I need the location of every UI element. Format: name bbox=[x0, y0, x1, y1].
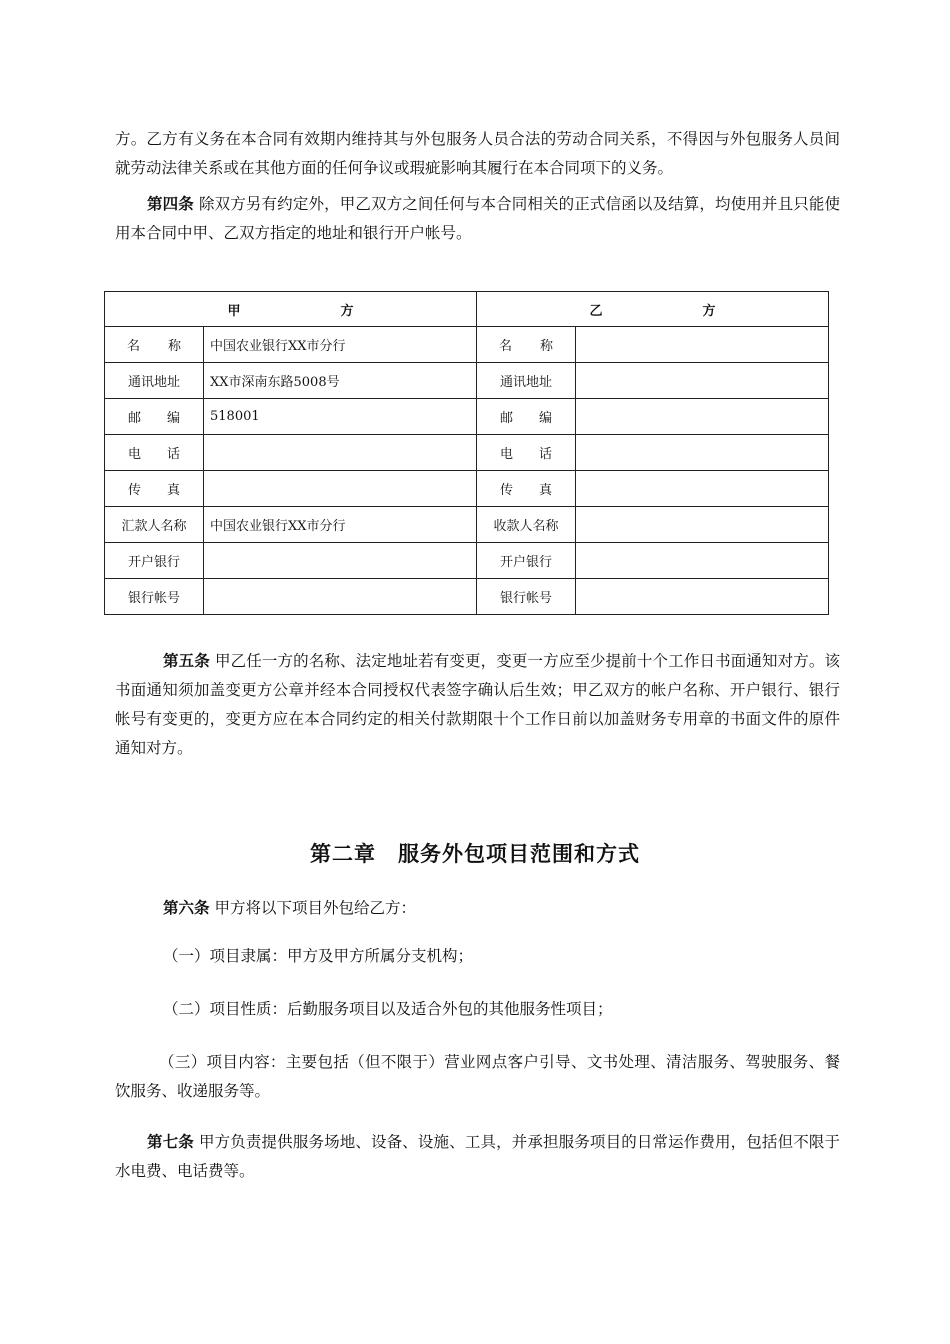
name-value-b bbox=[576, 327, 829, 363]
paragraph-continuation: 方。乙方有义务在本合同有效期内维持其与外包服务人员合法的劳动合同关系，不得因与外包服务人员间就劳动法律关系或在其他方面的任何争议或瑕疵影响其履行在本合同项下的义务。 bbox=[115, 130, 840, 177]
table-row bbox=[105, 399, 829, 435]
row-label-a: 电 话 bbox=[105, 435, 204, 471]
row-value-b bbox=[576, 363, 829, 399]
article-5-label: 第五条 bbox=[163, 651, 210, 670]
name-label-a-char2: 称 bbox=[168, 339, 182, 354]
article-7-label: 第七条 bbox=[147, 1132, 194, 1151]
table-row bbox=[105, 363, 829, 399]
article-5 bbox=[115, 646, 840, 763]
row-label-a: 开户银行 bbox=[105, 543, 204, 579]
name-label-b-char2: 称 bbox=[540, 339, 554, 354]
article-7 bbox=[115, 1127, 840, 1186]
article-6-item-1: （一）项目隶属：甲方及甲方所属分支机构； bbox=[163, 947, 474, 965]
row-value-a: XX市深南东路5008号 bbox=[204, 363, 477, 399]
article-4-text: 除双方另有约定外，甲乙双方之间任何与本合同相关的正式信函以及结算，均使用并且只能使用本合同中甲、乙双方指定的地址和银行开户帐号。 bbox=[115, 195, 840, 242]
table-header-row bbox=[105, 292, 829, 327]
row-label-b: 收款人名称 bbox=[477, 507, 576, 543]
name-label-a bbox=[105, 327, 204, 363]
row-value-a bbox=[204, 471, 477, 507]
row-value-a: 518001 bbox=[204, 399, 477, 435]
row-label-b: 传 真 bbox=[477, 471, 576, 507]
article-7-text: 甲方负责提供服务场地、设备、设施、工具，并承担服务项目的日常运作费用，包括但不限于水电费、电话费等。 bbox=[115, 1133, 840, 1180]
table-row bbox=[105, 507, 829, 543]
chapter-title: 第二章 服务外包项目范围和方式 bbox=[310, 841, 640, 866]
table-row bbox=[105, 579, 829, 615]
party-a-header-char2: 方 bbox=[340, 303, 354, 319]
row-value-b bbox=[576, 507, 829, 543]
row-label-b: 银行帐号 bbox=[477, 579, 576, 615]
row-label-a: 传 真 bbox=[105, 471, 204, 507]
party-b-header-char1: 乙 bbox=[589, 303, 603, 319]
name-label-b-char1: 名 bbox=[498, 339, 512, 354]
table-row bbox=[105, 471, 829, 507]
row-value-a bbox=[204, 579, 477, 615]
row-label-a: 汇款人名称 bbox=[105, 507, 204, 543]
row-value-a bbox=[204, 435, 477, 471]
row-label-a: 银行帐号 bbox=[105, 579, 204, 615]
row-label-b: 开户银行 bbox=[477, 543, 576, 579]
table-row bbox=[105, 327, 829, 363]
row-label-a: 邮 编 bbox=[105, 399, 204, 435]
name-value-a: 中国农业银行XX市分行 bbox=[204, 327, 477, 363]
article-6 bbox=[115, 893, 840, 923]
row-value-b bbox=[576, 579, 829, 615]
article-6-item-2: （二）项目性质：后勤服务项目以及适合外包的其他服务性项目； bbox=[163, 1000, 613, 1018]
article-6-text: 甲方将以下项目外包给乙方： bbox=[214, 899, 416, 917]
row-value-b bbox=[576, 435, 829, 471]
contact-table bbox=[104, 291, 829, 615]
article-6-item-3: （三）项目内容：主要包括（但不限于）营业网点客户引导、文书处理、清洁服务、驾驶服务、餐饮服务、收递服务等。 bbox=[115, 1053, 840, 1100]
row-value-a: 中国农业银行XX市分行 bbox=[204, 507, 477, 543]
article-5-text: 甲乙任一方的名称、法定地址若有变更，变更一方应至少提前十个工作日书面通知对方。该书面通知须加盖变更方公章并经本合同授权代表签字确认后生效；甲乙双方的帐户名称、开户银行、银行帐号有变更的，变更方应在本合同约定的相关付款期限十个工作日前以加盖财务专用章的书面文件的原件通知对方。 bbox=[115, 652, 840, 757]
table-row bbox=[105, 435, 829, 471]
row-label-b: 通讯地址 bbox=[477, 363, 576, 399]
name-label-b bbox=[477, 327, 576, 363]
party-a-header-char1: 甲 bbox=[227, 303, 241, 319]
row-value-b bbox=[576, 399, 829, 435]
row-label-b: 电 话 bbox=[477, 435, 576, 471]
row-value-b bbox=[576, 543, 829, 579]
row-label-b: 邮 编 bbox=[477, 399, 576, 435]
table-row bbox=[105, 543, 829, 579]
article-4-label: 第四条 bbox=[147, 194, 194, 213]
party-b-header-char2: 方 bbox=[702, 303, 716, 319]
row-value-b bbox=[576, 471, 829, 507]
row-value-a bbox=[204, 543, 477, 579]
party-a-header bbox=[105, 292, 477, 327]
party-b-header bbox=[477, 292, 829, 327]
article-4 bbox=[115, 189, 840, 248]
name-label-a-char1: 名 bbox=[126, 339, 140, 354]
row-label-a: 通讯地址 bbox=[105, 363, 204, 399]
article-6-label: 第六条 bbox=[163, 898, 210, 917]
